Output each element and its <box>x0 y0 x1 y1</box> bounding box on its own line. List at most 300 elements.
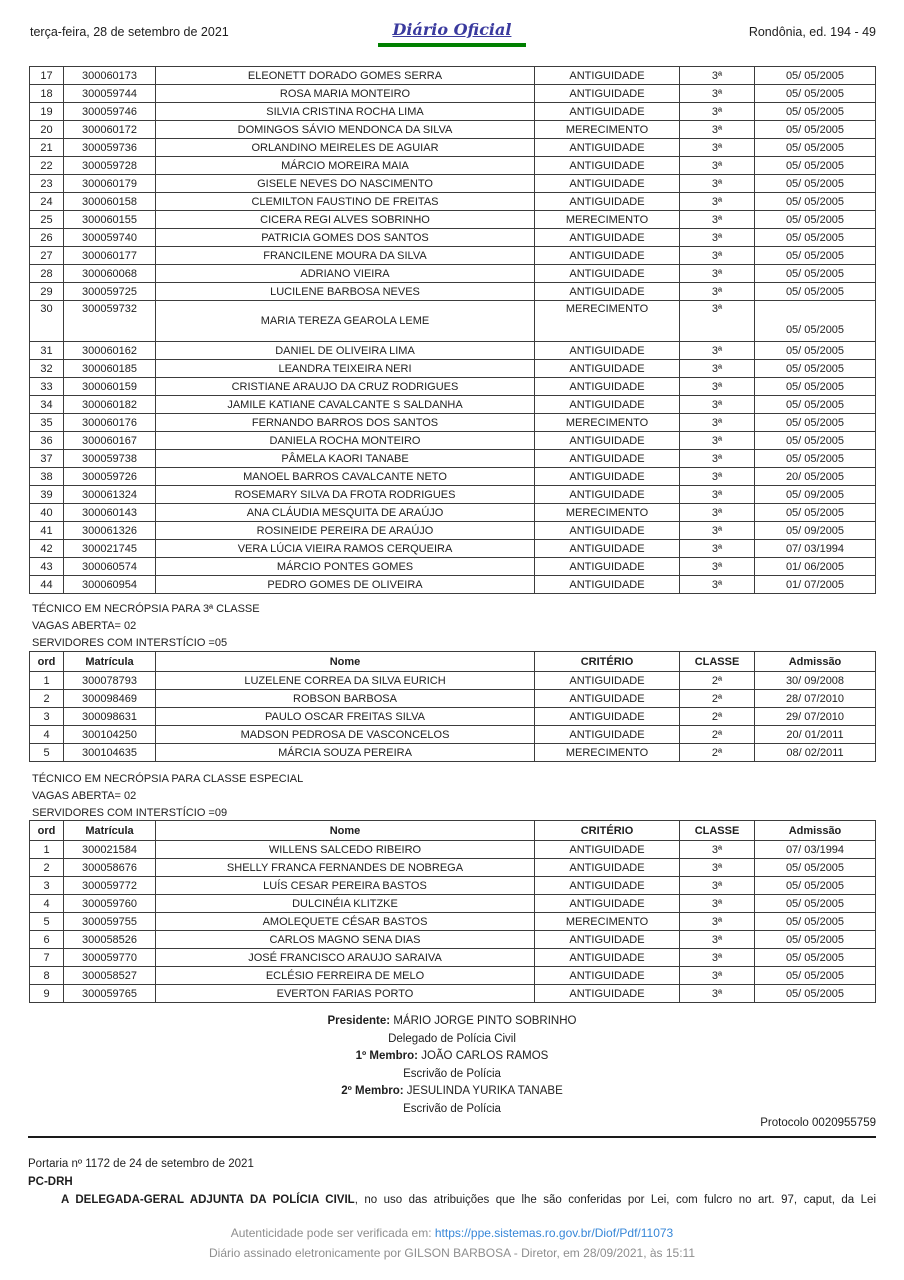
table-row <box>30 859 876 877</box>
row-number-cell: 5 <box>30 913 64 931</box>
criterio-cell: ANTIGUIDADE <box>535 283 680 301</box>
nome-cell: MANOEL BARROS CAVALCANTE NETO <box>156 468 535 486</box>
table-row <box>30 841 876 859</box>
portaria-authority: A DELEGADA-GERAL ADJUNTA DA POLÍCIA CIVIL <box>61 1194 355 1206</box>
criterio-cell: ANTIGUIDADE <box>535 985 680 1003</box>
nome-cell: DOMINGOS SÁVIO MENDONCA DA SILVA <box>156 121 535 139</box>
promotion-table-continued <box>29 66 876 594</box>
admissao-cell: 05/ 05/2005 <box>755 985 876 1003</box>
nome-cell: ELEONETT DORADO GOMES SERRA <box>156 67 535 85</box>
classe-cell: 3ª <box>680 522 755 540</box>
criterio-cell: ANTIGUIDADE <box>535 522 680 540</box>
col-ord: ord <box>30 652 64 672</box>
row-number-cell: 29 <box>30 283 64 301</box>
table-body <box>30 672 876 762</box>
table-row <box>30 931 876 949</box>
table-row <box>30 540 876 558</box>
table-row <box>30 301 876 342</box>
row-number-cell: 38 <box>30 468 64 486</box>
nome-cell: JOSÉ FRANCISCO ARAUJO SARAIVA <box>156 949 535 967</box>
nome-cell: MADSON PEDROSA DE VASCONCELOS <box>156 726 535 744</box>
row-number-cell: 22 <box>30 157 64 175</box>
classe-cell: 3ª <box>680 301 755 342</box>
classe-cell: 3ª <box>680 540 755 558</box>
criterio-cell: ANTIGUIDADE <box>535 175 680 193</box>
col-classe: CLASSE <box>680 821 755 841</box>
col-matricula: Matrícula <box>64 821 156 841</box>
row-number-cell: 9 <box>30 985 64 1003</box>
classe-cell: 2ª <box>680 708 755 726</box>
criterio-cell: ANTIGUIDADE <box>535 229 680 247</box>
col-ord: ord <box>30 821 64 841</box>
matricula-cell: 300060162 <box>64 342 156 360</box>
nome-cell: PATRICIA GOMES DOS SANTOS <box>156 229 535 247</box>
table-row <box>30 672 876 690</box>
section-vacancies: VAGAS ABERTA= 02 <box>32 790 137 802</box>
classe-cell: 3ª <box>680 229 755 247</box>
table-header <box>30 821 876 841</box>
col-admissao: Admissão <box>755 821 876 841</box>
table-header-row <box>30 652 876 672</box>
nome-cell: EVERTON FARIAS PORTO <box>156 985 535 1003</box>
admissao-cell: 05/ 09/2005 <box>755 522 876 540</box>
classe-cell: 3ª <box>680 895 755 913</box>
table-row <box>30 432 876 450</box>
signature-role: Presidente: <box>327 1015 391 1027</box>
nome-cell: MÁRCIA SOUZA PEREIRA <box>156 744 535 762</box>
classe-cell: 3ª <box>680 504 755 522</box>
signature-title: Escrivão de Polícia <box>403 1067 501 1080</box>
admissao-cell: 05/ 05/2005 <box>755 895 876 913</box>
nome-cell: DANIELA ROCHA MONTEIRO <box>156 432 535 450</box>
nome-cell: CLEMILTON FAUSTINO DE FREITAS <box>156 193 535 211</box>
admissao-cell: 05/ 05/2005 <box>755 877 876 895</box>
signature-name: MÁRIO JORGE PINTO SOBRINHO <box>390 1015 577 1027</box>
admissao-cell: 05/ 05/2005 <box>755 967 876 985</box>
table-row <box>30 283 876 301</box>
nome-cell: FRANCILENE MOURA DA SILVA <box>156 247 535 265</box>
nome-cell: MÁRCIO MOREIRA MAIA <box>156 157 535 175</box>
classe-cell: 3ª <box>680 342 755 360</box>
footer-authenticity <box>0 1226 904 1240</box>
classe-cell: 3ª <box>680 360 755 378</box>
matricula-cell: 300059738 <box>64 450 156 468</box>
classe-cell: 3ª <box>680 67 755 85</box>
criterio-cell: ANTIGUIDADE <box>535 540 680 558</box>
col-matricula: Matrícula <box>64 652 156 672</box>
matricula-cell: 300104635 <box>64 744 156 762</box>
row-number-cell: 41 <box>30 522 64 540</box>
table-row <box>30 985 876 1003</box>
nome-cell: ANA CLÁUDIA MESQUITA DE ARAÚJO <box>156 504 535 522</box>
table-row <box>30 726 876 744</box>
matricula-cell: 300060176 <box>64 414 156 432</box>
admissao-cell: 05/ 05/2005 <box>755 175 876 193</box>
admissao-cell: 05/ 05/2005 <box>755 121 876 139</box>
criterio-cell: ANTIGUIDADE <box>535 139 680 157</box>
classe-cell: 3ª <box>680 103 755 121</box>
criterio-cell: MERECIMENTO <box>535 744 680 762</box>
criterio-cell: ANTIGUIDADE <box>535 931 680 949</box>
admissao-cell: 05/ 05/2005 <box>755 432 876 450</box>
criterio-cell: ANTIGUIDADE <box>535 672 680 690</box>
admissao-cell: 05/ 05/2005 <box>755 283 876 301</box>
admissao-cell: 20/ 01/2011 <box>755 726 876 744</box>
admissao-cell: 01/ 07/2005 <box>755 576 876 594</box>
nome-cell: PAULO OSCAR FREITAS SILVA <box>156 708 535 726</box>
row-number-cell: 26 <box>30 229 64 247</box>
section-title: TÉCNICO EM NECRÓPSIA PARA CLASSE ESPECIAL <box>32 773 304 785</box>
table-row <box>30 396 876 414</box>
matricula-cell: 300060185 <box>64 360 156 378</box>
authenticity-link[interactable]: https://ppe.sistemas.ro.gov.br/Diof/Pdf/11073 <box>434 1226 674 1240</box>
table-row <box>30 157 876 175</box>
criterio-cell: ANTIGUIDADE <box>535 85 680 103</box>
row-number-cell: 4 <box>30 895 64 913</box>
matricula-cell: 300060177 <box>64 247 156 265</box>
criterio-cell: ANTIGUIDADE <box>535 576 680 594</box>
col-nome: Nome <box>156 821 535 841</box>
matricula-cell: 300021745 <box>64 540 156 558</box>
nome-cell: ECLÉSIO FERREIRA DE MELO <box>156 967 535 985</box>
table-row <box>30 690 876 708</box>
row-number-cell: 1 <box>30 841 64 859</box>
classe-cell: 2ª <box>680 744 755 762</box>
portaria-heading: Portaria nº 1172 de 24 de setembro de 2021 <box>28 1158 254 1170</box>
matricula-cell: 300059726 <box>64 468 156 486</box>
table-row <box>30 85 876 103</box>
matricula-cell: 300059740 <box>64 229 156 247</box>
matricula-cell: 300058676 <box>64 859 156 877</box>
admissao-cell: 05/ 05/2005 <box>755 913 876 931</box>
table-row <box>30 895 876 913</box>
protocol-number: Protocolo 0020955759 <box>760 1117 876 1129</box>
nome-cell: SHELLY FRANCA FERNANDES DE NOBREGA <box>156 859 535 877</box>
table-row <box>30 67 876 85</box>
admissao-cell: 30/ 09/2008 <box>755 672 876 690</box>
classe-cell: 3ª <box>680 247 755 265</box>
matricula-cell: 300058526 <box>64 931 156 949</box>
signature-line <box>0 1083 904 1101</box>
table-row <box>30 877 876 895</box>
nome-cell: ADRIANO VIEIRA <box>156 265 535 283</box>
table-row <box>30 342 876 360</box>
table-row <box>30 103 876 121</box>
table-row <box>30 121 876 139</box>
nome-cell: WILLENS SALCEDO RIBEIRO <box>156 841 535 859</box>
nome-cell: CICERA REGI ALVES SOBRINHO <box>156 211 535 229</box>
table-row <box>30 967 876 985</box>
criterio-cell: ANTIGUIDADE <box>535 708 680 726</box>
admissao-cell: 05/ 05/2005 <box>755 931 876 949</box>
admissao-cell: 28/ 07/2010 <box>755 690 876 708</box>
matricula-cell: 300059760 <box>64 895 156 913</box>
classe-cell: 3ª <box>680 985 755 1003</box>
section-necropsia-classe-especial <box>32 771 303 822</box>
table-row <box>30 211 876 229</box>
nome-cell: ROBSON BARBOSA <box>156 690 535 708</box>
matricula-cell: 300059732 <box>64 301 156 342</box>
classe-cell: 3ª <box>680 414 755 432</box>
row-number-cell: 1 <box>30 672 64 690</box>
signature-line <box>0 1031 904 1049</box>
admissao-cell: 07/ 03/1994 <box>755 540 876 558</box>
row-number-cell: 4 <box>30 726 64 744</box>
table-header-row <box>30 821 876 841</box>
row-number-cell: 43 <box>30 558 64 576</box>
row-number-cell: 33 <box>30 378 64 396</box>
classe-cell: 3ª <box>680 378 755 396</box>
criterio-cell: ANTIGUIDADE <box>535 193 680 211</box>
journal-underline-bar <box>378 43 526 47</box>
nome-cell: FERNANDO BARROS DOS SANTOS <box>156 414 535 432</box>
classe-cell: 3ª <box>680 576 755 594</box>
matricula-cell: 300060167 <box>64 432 156 450</box>
classe-cell: 3ª <box>680 121 755 139</box>
classe-cell: 3ª <box>680 558 755 576</box>
table-row <box>30 139 876 157</box>
table-row <box>30 504 876 522</box>
matricula-cell: 300104250 <box>64 726 156 744</box>
nome-cell: LUCILENE BARBOSA NEVES <box>156 283 535 301</box>
signature-role: 2º Membro: <box>341 1085 404 1097</box>
matricula-cell: 300060954 <box>64 576 156 594</box>
header-edition: Rondônia, ed. 194 - 49 <box>748 25 876 39</box>
matricula-cell: 300060173 <box>64 67 156 85</box>
section-title: TÉCNICO EM NECRÓPSIA PARA 3ª CLASSE <box>32 603 260 615</box>
table-row <box>30 744 876 762</box>
admissao-cell: 05/ 05/2005 <box>755 378 876 396</box>
table-body <box>30 841 876 1003</box>
nome-cell: ORLANDINO MEIRELES DE AGUIAR <box>156 139 535 157</box>
admissao-cell: 05/ 05/2005 <box>755 949 876 967</box>
criterio-cell: ANTIGUIDADE <box>535 432 680 450</box>
criterio-cell: ANTIGUIDADE <box>535 67 680 85</box>
classe-cell: 2ª <box>680 690 755 708</box>
criterio-cell: MERECIMENTO <box>535 121 680 139</box>
classe-cell: 3ª <box>680 193 755 211</box>
row-number-cell: 3 <box>30 877 64 895</box>
row-number-cell: 2 <box>30 859 64 877</box>
admissao-cell: 08/ 02/2011 <box>755 744 876 762</box>
necropsia-3a-classe-table <box>29 651 876 762</box>
matricula-cell: 300059770 <box>64 949 156 967</box>
row-number-cell: 28 <box>30 265 64 283</box>
matricula-cell: 300060068 <box>64 265 156 283</box>
section-interstice: SERVIDORES COM INTERSTÍCIO =09 <box>32 807 228 819</box>
row-number-cell: 31 <box>30 342 64 360</box>
matricula-cell: 300060179 <box>64 175 156 193</box>
admissao-cell: 20/ 05/2005 <box>755 468 876 486</box>
admissao-cell: 05/ 05/2005 <box>755 85 876 103</box>
row-number-cell: 25 <box>30 211 64 229</box>
classe-cell: 3ª <box>680 486 755 504</box>
criterio-cell: ANTIGUIDADE <box>535 450 680 468</box>
criterio-cell: ANTIGUIDADE <box>535 895 680 913</box>
admissao-cell: 01/ 06/2005 <box>755 558 876 576</box>
admissao-cell: 05/ 05/2005 <box>755 301 876 342</box>
nome-cell: ROSEMARY SILVA DA FROTA RODRIGUES <box>156 486 535 504</box>
admissao-cell: 05/ 05/2005 <box>755 103 876 121</box>
row-number-cell: 21 <box>30 139 64 157</box>
classe-cell: 3ª <box>680 913 755 931</box>
row-number-cell: 35 <box>30 414 64 432</box>
signature-line <box>0 1066 904 1084</box>
classe-cell: 3ª <box>680 841 755 859</box>
classe-cell: 3ª <box>680 211 755 229</box>
criterio-cell: MERECIMENTO <box>535 301 680 342</box>
matricula-cell: 300059765 <box>64 985 156 1003</box>
row-number-cell: 5 <box>30 744 64 762</box>
table-row <box>30 360 876 378</box>
nome-cell: MÁRCIO PONTES GOMES <box>156 558 535 576</box>
admissao-cell: 05/ 05/2005 <box>755 193 876 211</box>
matricula-cell: 300060574 <box>64 558 156 576</box>
signature-role: 1º Membro: <box>355 1050 418 1062</box>
classe-cell: 3ª <box>680 396 755 414</box>
admissao-cell: 05/ 05/2005 <box>755 247 876 265</box>
table-row <box>30 486 876 504</box>
matricula-cell: 300059728 <box>64 157 156 175</box>
admissao-cell: 05/ 05/2005 <box>755 67 876 85</box>
matricula-cell: 300059725 <box>64 283 156 301</box>
criterio-cell: ANTIGUIDADE <box>535 378 680 396</box>
criterio-cell: ANTIGUIDADE <box>535 486 680 504</box>
table-row <box>30 414 876 432</box>
nome-cell: CRISTIANE ARAUJO DA CRUZ RODRIGUES <box>156 378 535 396</box>
signature-name: JOÃO CARLOS RAMOS <box>418 1050 549 1062</box>
criterio-cell: ANTIGUIDADE <box>535 342 680 360</box>
criterio-cell: ANTIGUIDADE <box>535 157 680 175</box>
col-admissao: Admissão <box>755 652 876 672</box>
admissao-cell: 05/ 05/2005 <box>755 450 876 468</box>
journal-title: Diário Oficial <box>392 20 512 39</box>
nome-cell: CARLOS MAGNO SENA DIAS <box>156 931 535 949</box>
nome-cell: LUZELENE CORREA DA SILVA EURICH <box>156 672 535 690</box>
row-number-cell: 32 <box>30 360 64 378</box>
admissao-cell: 05/ 05/2005 <box>755 157 876 175</box>
classe-cell: 3ª <box>680 432 755 450</box>
row-number-cell: 3 <box>30 708 64 726</box>
criterio-cell: ANTIGUIDADE <box>535 558 680 576</box>
row-number-cell: 36 <box>30 432 64 450</box>
matricula-cell: 300060158 <box>64 193 156 211</box>
classe-cell: 3ª <box>680 175 755 193</box>
section-necropsia-3a-classe <box>32 601 260 652</box>
table-row <box>30 576 876 594</box>
criterio-cell: ANTIGUIDADE <box>535 247 680 265</box>
criterio-cell: MERECIMENTO <box>535 913 680 931</box>
authenticity-text: Autenticidade pode ser verificada em: <box>230 1226 435 1240</box>
criterio-cell: ANTIGUIDADE <box>535 360 680 378</box>
row-number-cell: 20 <box>30 121 64 139</box>
admissao-cell: 05/ 05/2005 <box>755 414 876 432</box>
classe-cell: 3ª <box>680 450 755 468</box>
matricula-cell: 300059755 <box>64 913 156 931</box>
signature-line <box>0 1013 904 1031</box>
criterio-cell: ANTIGUIDADE <box>535 690 680 708</box>
matricula-cell: 300098631 <box>64 708 156 726</box>
classe-cell: 3ª <box>680 139 755 157</box>
row-number-cell: 7 <box>30 949 64 967</box>
nome-cell: PEDRO GOMES DE OLIVEIRA <box>156 576 535 594</box>
matricula-cell: 300061324 <box>64 486 156 504</box>
row-number-cell: 42 <box>30 540 64 558</box>
admissao-cell: 05/ 05/2005 <box>755 139 876 157</box>
row-number-cell: 39 <box>30 486 64 504</box>
portaria-body <box>28 1194 876 1206</box>
admissao-cell: 05/ 05/2005 <box>755 211 876 229</box>
classe-cell: 2ª <box>680 726 755 744</box>
table-row <box>30 949 876 967</box>
nome-cell: DULCINÉIA KLITZKE <box>156 895 535 913</box>
criterio-cell: ANTIGUIDADE <box>535 841 680 859</box>
signature-title: Delegado de Polícia Civil <box>388 1032 516 1045</box>
nome-cell: SILVIA CRISTINA ROCHA LIMA <box>156 103 535 121</box>
header-date: terça-feira, 28 de setembro de 2021 <box>30 25 229 39</box>
classe-cell: 3ª <box>680 877 755 895</box>
table-row <box>30 708 876 726</box>
row-number-cell: 19 <box>30 103 64 121</box>
footer-signed-line: Diário assinado eletronicamente por GILSON BARBOSA - Diretor, em 28/09/2021, às 15:11 <box>208 1246 696 1260</box>
matricula-cell: 300078793 <box>64 672 156 690</box>
matricula-cell: 300060159 <box>64 378 156 396</box>
matricula-cell: 300059746 <box>64 103 156 121</box>
table-row <box>30 247 876 265</box>
row-number-cell: 17 <box>30 67 64 85</box>
classe-cell: 3ª <box>680 265 755 283</box>
classe-cell: 3ª <box>680 468 755 486</box>
admissao-cell: 05/ 05/2005 <box>755 265 876 283</box>
necropsia-classe-especial-table <box>29 820 876 1003</box>
table-row <box>30 558 876 576</box>
row-number-cell: 2 <box>30 690 64 708</box>
table-row <box>30 913 876 931</box>
table-row <box>30 193 876 211</box>
criterio-cell: ANTIGUIDADE <box>535 103 680 121</box>
matricula-cell: 300060172 <box>64 121 156 139</box>
criterio-cell: ANTIGUIDADE <box>535 265 680 283</box>
nome-cell: DANIEL DE OLIVEIRA LIMA <box>156 342 535 360</box>
matricula-cell: 300021584 <box>64 841 156 859</box>
row-number-cell: 40 <box>30 504 64 522</box>
nome-cell: GISELE NEVES DO NASCIMENTO <box>156 175 535 193</box>
matricula-cell: 300058527 <box>64 967 156 985</box>
row-number-cell: 34 <box>30 396 64 414</box>
matricula-cell: 300059744 <box>64 85 156 103</box>
classe-cell: 3ª <box>680 85 755 103</box>
signature-line <box>0 1101 904 1119</box>
matricula-cell: 300098469 <box>64 690 156 708</box>
signature-name: JESULINDA YURIKA TANABE <box>403 1085 563 1097</box>
classe-cell: 3ª <box>680 967 755 985</box>
criterio-cell: MERECIMENTO <box>535 211 680 229</box>
nome-cell: VERA LÚCIA VIEIRA RAMOS CERQUEIRA <box>156 540 535 558</box>
table-row <box>30 378 876 396</box>
criterio-cell: ANTIGUIDADE <box>535 396 680 414</box>
classe-cell: 3ª <box>680 859 755 877</box>
table-row <box>30 522 876 540</box>
criterio-cell: ANTIGUIDADE <box>535 468 680 486</box>
portaria-department: PC-DRH <box>28 1176 73 1188</box>
admissao-cell: 05/ 05/2005 <box>755 229 876 247</box>
admissao-cell: 05/ 05/2005 <box>755 859 876 877</box>
matricula-cell: 300061326 <box>64 522 156 540</box>
classe-cell: 3ª <box>680 157 755 175</box>
table-row <box>30 229 876 247</box>
classe-cell: 3ª <box>680 931 755 949</box>
admissao-cell: 05/ 09/2005 <box>755 486 876 504</box>
